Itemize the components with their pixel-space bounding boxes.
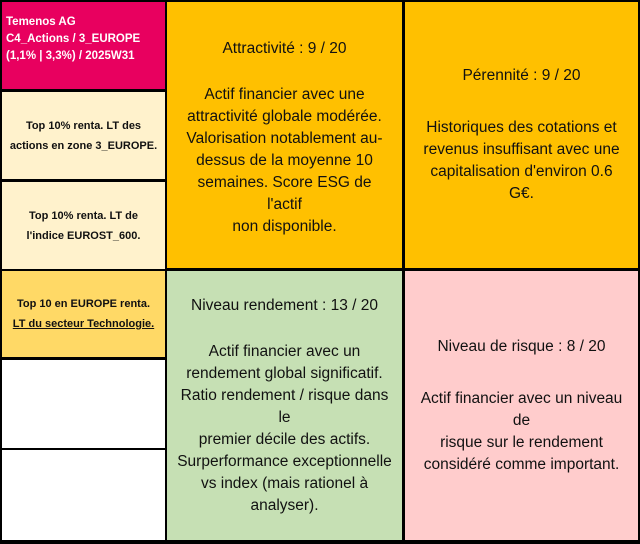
attractivite-text [181, 84, 388, 238]
ranking-line: Top 10% renta. LT de [29, 209, 138, 222]
text-line: attractivité globale modérée. [187, 108, 382, 125]
empty-cell [2, 360, 165, 448]
rendement-title: Niveau rendement : 13 / 20 [191, 296, 378, 314]
text-line: rendement global significatif. [186, 364, 383, 382]
text-line: risque sur le rendement [440, 433, 603, 451]
asset-stats: (1,1% | 3,3%) / 2025W31 [6, 50, 135, 62]
text-line: Actif financier avec un [208, 342, 361, 360]
text-line: revenus insuffisant avec une [423, 141, 620, 158]
text-line: Ratio rendement / risque dans le [180, 386, 389, 426]
asset-category: C4_Actions / 3_EUROPE [6, 33, 141, 45]
text-line: Actif financier avec une [204, 86, 365, 103]
empty-cell [2, 450, 165, 540]
ranking-index [2, 182, 165, 269]
risque-panel [405, 271, 638, 540]
perennite-text [419, 117, 624, 205]
ranking-line: actions en zone 3_EUROPE. [9, 139, 158, 152]
attractivite-title: Attractivité : 9 / 20 [222, 40, 347, 57]
rendement-text [173, 341, 396, 517]
asset-header [2, 2, 165, 89]
ranking-line: Top 10% renta. LT des [25, 119, 142, 132]
attractivite-panel [167, 2, 402, 268]
text-line: premier décile des actifs. [198, 430, 371, 448]
perennite-panel [405, 2, 638, 268]
text-line: Actif financier avec un niveau de [420, 389, 623, 429]
rendement-panel [167, 271, 402, 540]
text-line: capitalisation d'environ 0.6 G€. [430, 163, 613, 202]
text-line: Valorisation notablement au- [186, 130, 383, 147]
text-line: non disponible. [232, 218, 337, 235]
text-line: dessus de la moyenne 10 [196, 152, 373, 169]
ranking-line: l'indice EUROST_600. [26, 229, 141, 242]
ranking-zone [2, 92, 165, 179]
text-line: vs index (mais rationel à [200, 474, 369, 492]
risque-title: Niveau de risque : 8 / 20 [437, 337, 606, 355]
risque-text [419, 388, 624, 476]
text-line: Historiques des cotations et [426, 119, 617, 136]
text-line: analyser). [250, 496, 319, 514]
ranking-sector[interactable] [2, 271, 165, 357]
text-line: Surperformance exceptionnelle [177, 452, 392, 470]
score-card [2, 2, 638, 540]
perennite-title: Pérennité : 9 / 20 [462, 67, 581, 84]
ranking-line: Top 10 en EUROPE renta. [16, 298, 151, 310]
text-line: considéré comme important. [423, 455, 620, 473]
ranking-sector-link[interactable]: LT du secteur Technologie. [12, 318, 155, 330]
text-line: semaines. Score ESG de l'actif [197, 174, 372, 213]
asset-name: Temenos AG [6, 16, 76, 28]
